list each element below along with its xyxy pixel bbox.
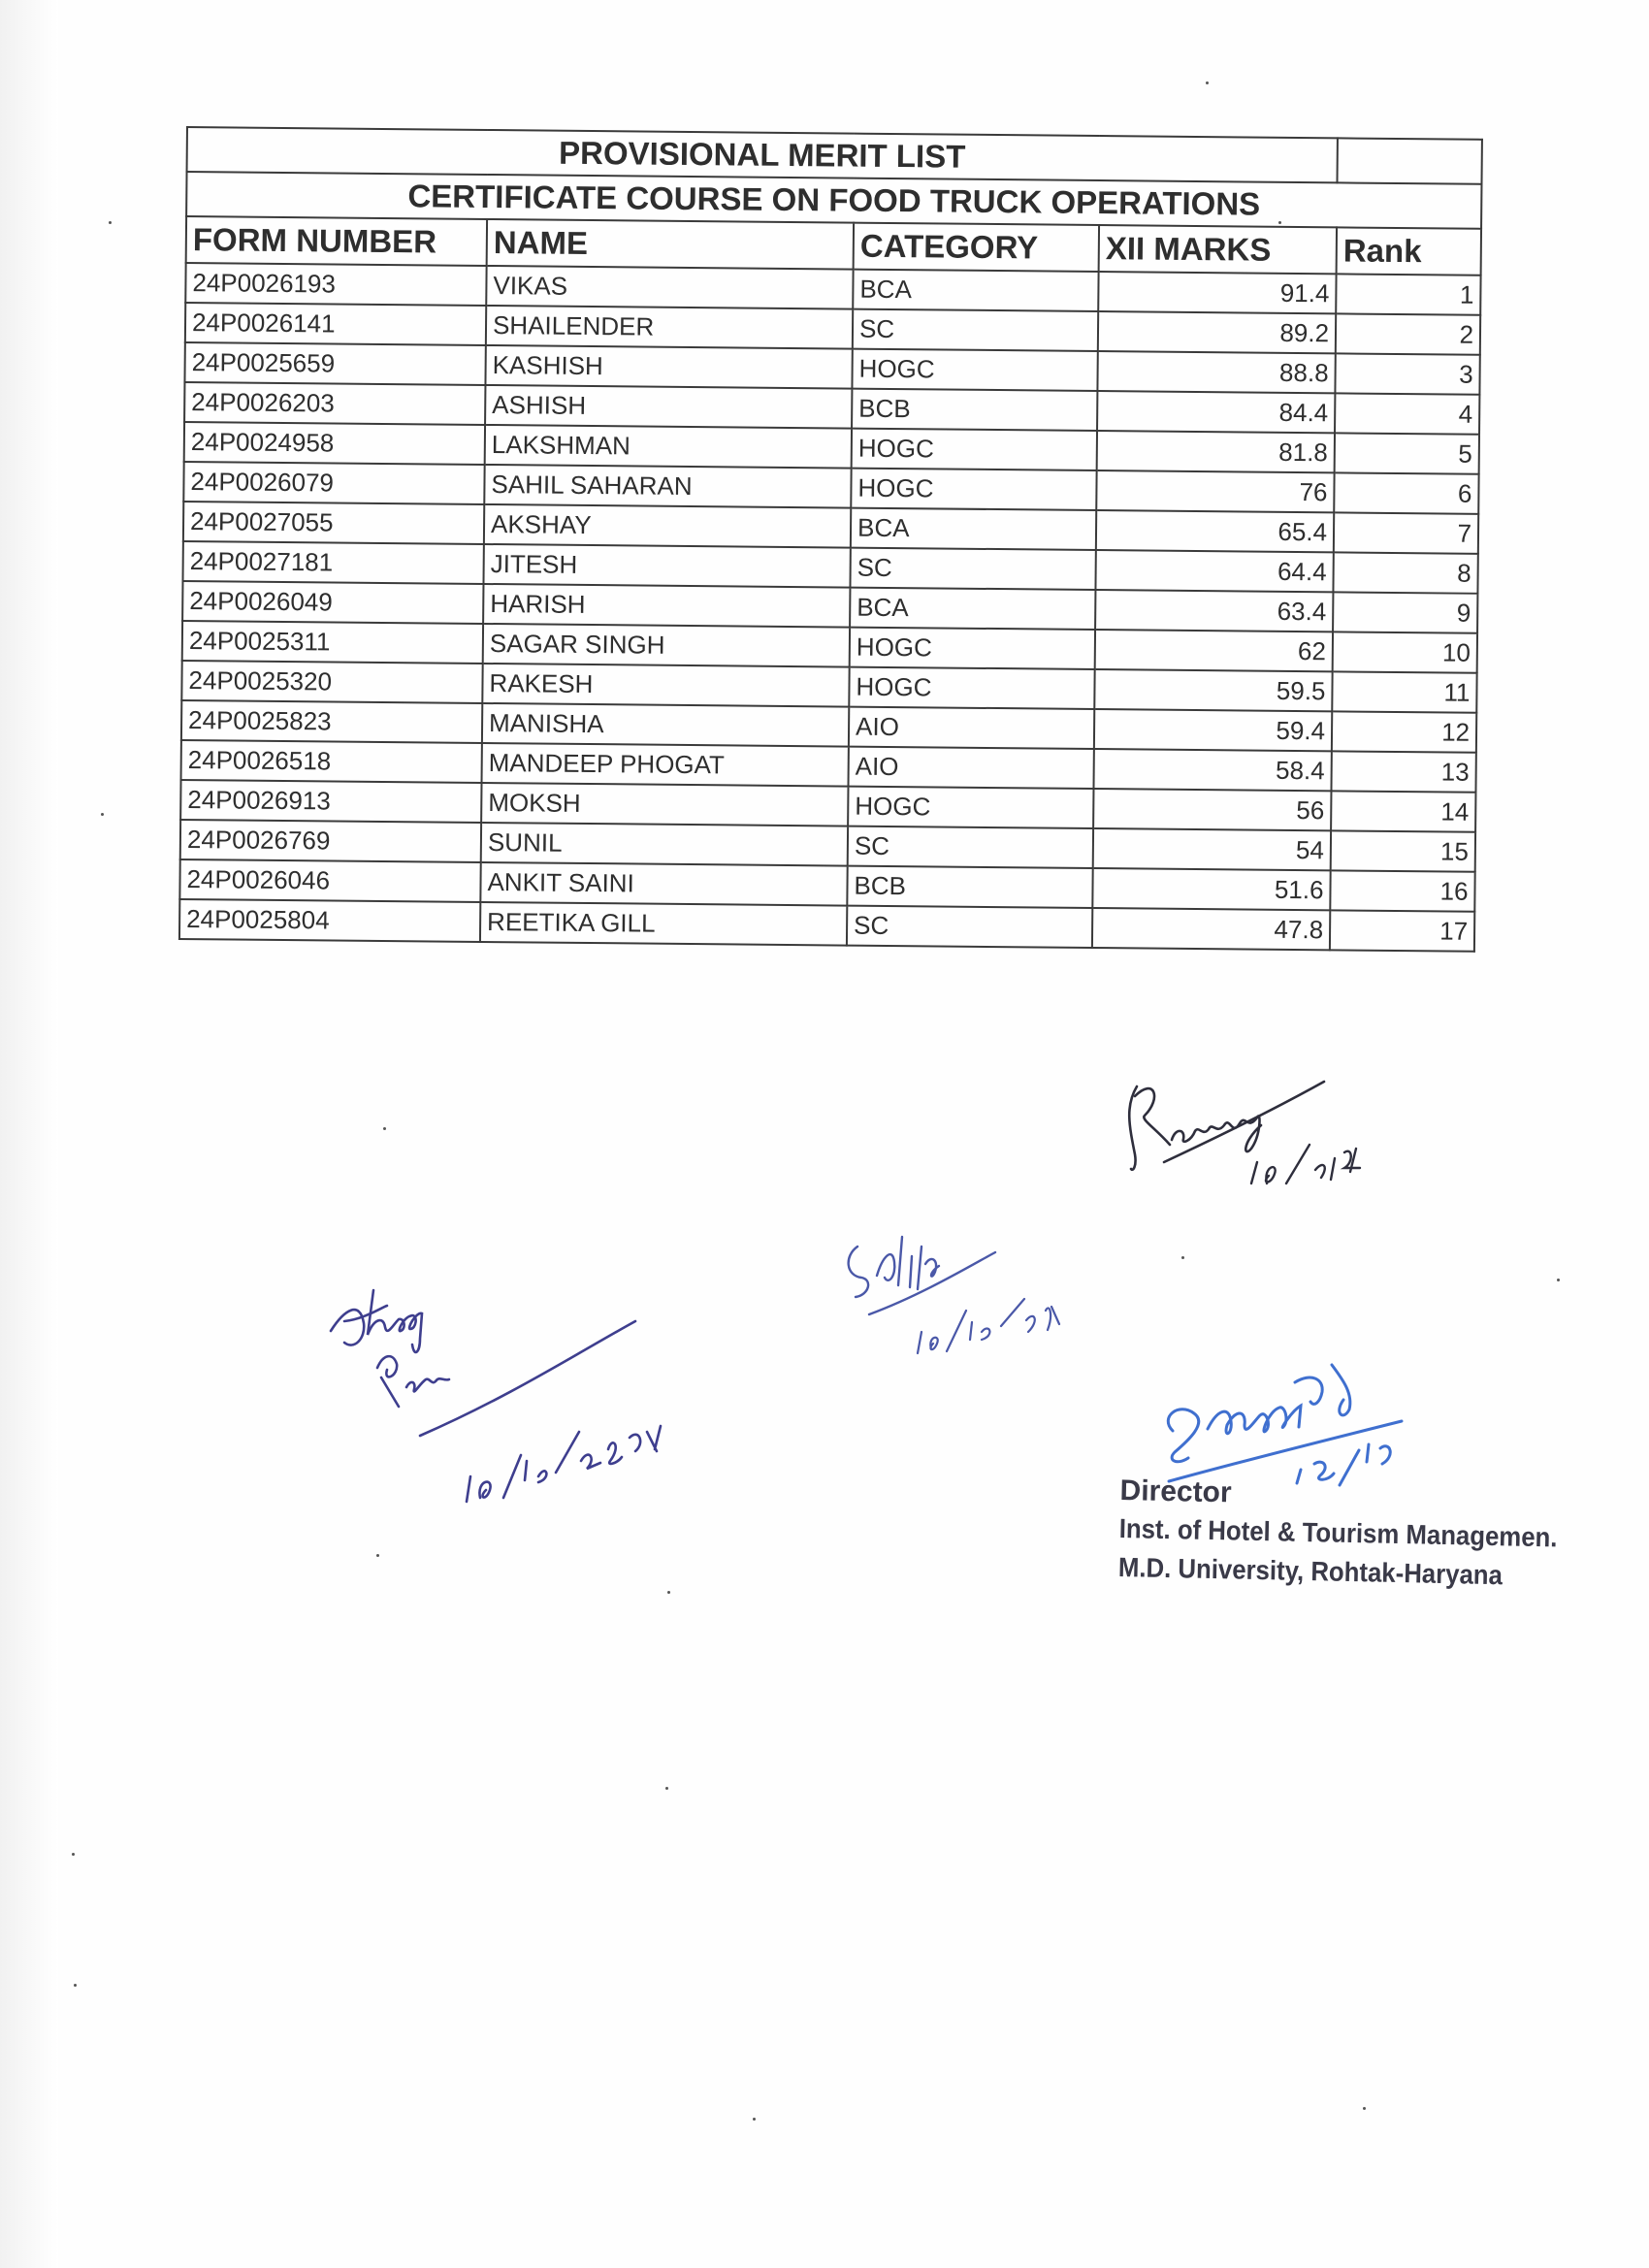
cell-category: AIO (848, 747, 1093, 789)
cell-name: SAGAR SINGH (483, 624, 850, 667)
signature-ravaiya-stroke-2 (1135, 1088, 1170, 1145)
cell-rank: 2 (1336, 313, 1480, 354)
cell-category: HOGC (852, 429, 1097, 470)
cell-marks: 63.4 (1095, 590, 1333, 632)
scan-speck (667, 1591, 670, 1594)
signature-ravaiya-stroke-1 (1129, 1086, 1137, 1170)
cell-form-number: 24P0025659 (184, 342, 485, 385)
cell-form-number: 24P0025804 (179, 899, 480, 942)
scan-speck (753, 2118, 756, 2121)
signature-anoop-stroke-2 (377, 1356, 449, 1407)
cell-form-number: 24P0026518 (181, 740, 482, 783)
signature-director-stroke-1 (1168, 1409, 1198, 1462)
cell-name: RAKESH (482, 664, 849, 707)
cell-rank: 6 (1334, 472, 1478, 513)
merit-rows (179, 263, 1481, 952)
cell-name: JITESH (483, 544, 850, 588)
cell-form-number: 24P0025823 (181, 700, 482, 743)
cell-name: MOKSH (481, 783, 848, 826)
signature-anoop-kumar (306, 1261, 694, 1523)
cell-marks: 76 (1096, 470, 1334, 512)
cell-rank: 12 (1332, 711, 1476, 752)
signature-ravaiya-date-stroke (1251, 1145, 1360, 1183)
cell-form-number: 24P0025311 (182, 621, 483, 664)
signature-director-stroke-2 (1208, 1406, 1301, 1434)
cell-category: SC (853, 309, 1098, 351)
cell-marks: 81.8 (1097, 431, 1335, 472)
cell-category: SC (850, 548, 1095, 590)
director-stamp (1118, 1473, 1597, 1597)
cell-category: SC (848, 826, 1093, 868)
document-title: PROVISIONAL MERIT LIST (187, 127, 1338, 182)
cell-marks: 54 (1093, 828, 1331, 870)
cell-form-number: 24P0027181 (182, 541, 483, 584)
cell-rank: 11 (1332, 671, 1476, 712)
scan-speck (383, 1127, 386, 1130)
cell-category: BCA (853, 270, 1098, 311)
cell-name: REETIKA GILL (480, 902, 847, 946)
signature-anoop-date-stroke (467, 1426, 661, 1502)
cell-rank: 14 (1331, 791, 1475, 831)
cell-category: HOGC (849, 667, 1094, 709)
cell-marks: 84.4 (1097, 391, 1335, 433)
scan-speck (376, 1554, 379, 1557)
cell-form-number: 24P0026769 (180, 820, 481, 862)
cell-marks: 59.5 (1094, 669, 1332, 711)
cell-form-number: 24P0026913 (180, 780, 481, 823)
cell-marks: 65.4 (1096, 510, 1334, 552)
scan-speck (1557, 1279, 1560, 1281)
cell-marks: 88.8 (1097, 351, 1335, 393)
cell-form-number: 24P0026141 (185, 303, 486, 345)
cell-category: BCA (851, 508, 1096, 550)
scan-speck (1278, 221, 1281, 224)
header-form-number: FORM NUMBER (186, 216, 487, 266)
cell-category: SC (847, 906, 1092, 948)
cell-category: HOGC (851, 469, 1096, 510)
signature-gill-date-stroke (918, 1299, 1059, 1353)
scan-edge-shadow (0, 0, 58, 2268)
scan-speck (1206, 81, 1209, 84)
stamp-university: M.D. University, Rohtak-Haryana (1117, 1551, 1504, 1591)
scan-speck (72, 1853, 75, 1856)
cell-name: AKSHAY (484, 504, 851, 548)
stamp-title: Director (1119, 1474, 1232, 1509)
cell-marks: 51.6 (1092, 868, 1330, 910)
cell-form-number: 24P0026203 (184, 382, 485, 425)
cell-marks: 59.4 (1094, 709, 1332, 751)
signature-gill (834, 1217, 1086, 1373)
cell-name: SUNIL (481, 823, 848, 866)
header-rank: Rank (1337, 227, 1481, 275)
cell-category: HOGC (850, 628, 1095, 669)
cell-category: BCB (852, 389, 1097, 431)
cell-form-number: 24P0026079 (183, 462, 484, 504)
signature-anoop-underline (420, 1321, 635, 1436)
cell-marks: 91.4 (1098, 272, 1336, 313)
cell-name: MANDEEP PHOGAT (482, 743, 849, 787)
scan-speck (1363, 2107, 1366, 2110)
cell-category: HOGC (848, 787, 1093, 828)
scan-speck (109, 221, 112, 224)
cell-name: VIKAS (486, 266, 853, 309)
header-category: CATEGORY (854, 223, 1099, 272)
header-name: NAME (487, 219, 854, 270)
scan-speck (74, 1984, 77, 1987)
signature-director-stroke-3 (1295, 1365, 1350, 1415)
cell-form-number: 24P0025320 (181, 661, 482, 703)
cell-name: SAHIL SAHARAN (484, 465, 851, 508)
cell-form-number: 24P0027055 (183, 502, 484, 544)
signature-anoop-stroke-1 (331, 1290, 422, 1352)
cell-rank: 1 (1336, 274, 1480, 314)
cell-marks: 64.4 (1095, 550, 1333, 592)
signature-ravaiya (1116, 1048, 1397, 1213)
cell-marks: 47.8 (1092, 908, 1330, 950)
cell-form-number: 24P0026046 (179, 859, 480, 902)
scan-speck (665, 1787, 668, 1790)
course-title: CERTIFICATE COURSE ON FOOD TRUCK OPERATIONS (186, 172, 1481, 229)
cell-marks: 58.4 (1093, 749, 1331, 791)
cell-rank: 9 (1333, 592, 1477, 632)
cell-rank: 16 (1330, 870, 1474, 911)
cell-name: ANKIT SAINI (480, 862, 847, 906)
cell-category: HOGC (852, 349, 1097, 391)
cell-rank: 17 (1330, 910, 1474, 951)
merit-list-table-wrapper (178, 126, 1481, 953)
cell-name: MANISHA (482, 703, 849, 747)
signature-gill-underline (869, 1252, 995, 1314)
signature-gill-stroke-2 (877, 1237, 939, 1289)
header-marks: XII MARKS (1099, 225, 1337, 274)
cell-rank: 3 (1335, 353, 1479, 394)
cell-rank: 15 (1331, 830, 1475, 871)
cell-category: AIO (849, 707, 1094, 749)
scan-speck (101, 813, 104, 816)
cell-rank: 8 (1333, 552, 1477, 593)
cell-name: HARISH (483, 584, 850, 628)
cell-marks: 62 (1095, 630, 1333, 671)
cell-rank: 5 (1335, 433, 1479, 473)
cell-category: BCB (847, 866, 1092, 908)
stamp-institute: Inst. of Hotel & Tourism Managemen. (1118, 1512, 1558, 1553)
cell-category: BCA (850, 588, 1095, 630)
cell-name: LAKSHMAN (485, 425, 852, 469)
cell-form-number: 24P0024958 (184, 422, 485, 465)
scan-speck (1181, 1256, 1184, 1259)
title-row-empty-cell (1338, 138, 1482, 183)
merit-list-table (178, 126, 1483, 953)
cell-form-number: 24P0026049 (182, 581, 483, 624)
cell-marks: 56 (1093, 789, 1331, 830)
cell-form-number: 24P0026193 (185, 263, 486, 306)
signature-gill-stroke-1 (849, 1247, 868, 1297)
cell-rank: 4 (1335, 393, 1479, 434)
cell-rank: 7 (1334, 512, 1478, 553)
cell-rank: 10 (1333, 632, 1477, 672)
cell-name: ASHISH (485, 385, 852, 429)
cell-marks: 89.2 (1098, 311, 1336, 353)
cell-name: KASHISH (485, 345, 852, 389)
signature-ravaiya-underline (1164, 1082, 1324, 1162)
cell-rank: 13 (1331, 751, 1475, 792)
cell-name: SHAILENDER (486, 306, 853, 349)
